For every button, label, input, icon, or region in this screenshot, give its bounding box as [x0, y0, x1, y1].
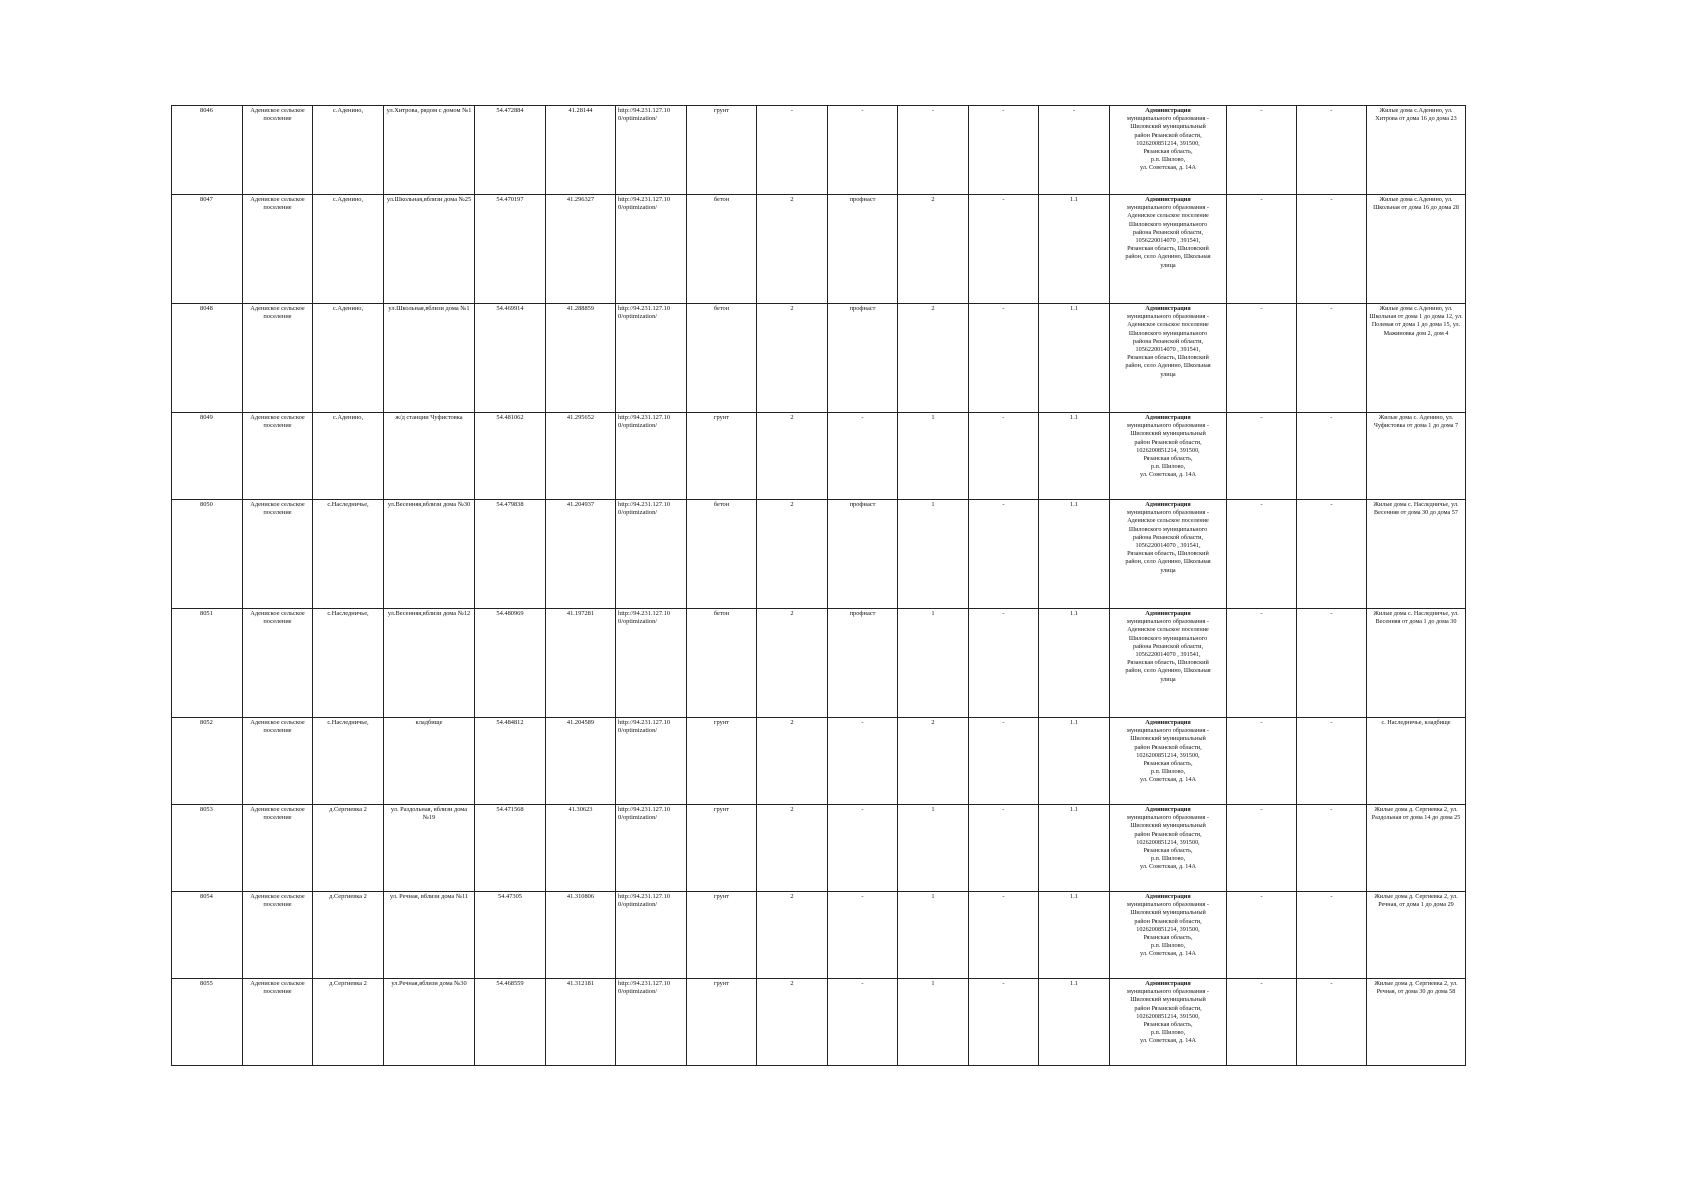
owner-line: 1026200851214, 391500, — [1136, 925, 1200, 933]
link-cell: http://94.231.127.10 0/optimization/ — [616, 413, 687, 500]
owner-line: ул. Советская, д. 14А — [1140, 1037, 1196, 1045]
owner-line: 1026200851214, 391500, — [1136, 139, 1200, 147]
owner-line: 1026200851214, 391500, — [1136, 838, 1200, 846]
bins-count-cell: 1 — [898, 609, 969, 718]
owner-line: Шиловский муниципальный — [1130, 822, 1206, 830]
table-row — [172, 609, 1466, 718]
address-cell: ул. Раздольная, вблизи дома №19 — [384, 805, 475, 892]
containers-count-cell: - — [757, 106, 828, 195]
volume-cell: 1.1 — [1039, 892, 1110, 979]
containers-count-cell: 2 — [757, 892, 828, 979]
owner-line: Шиловского муниципального — [1128, 220, 1208, 228]
village-cell: с.Наследничье, — [313, 609, 384, 718]
owner-line: р.п. Шилово, — [1150, 942, 1186, 950]
owner-line: Рязанская область, Шиловский — [1127, 550, 1209, 558]
extra-cell: - — [969, 805, 1039, 892]
longitude-cell: 41.28144 — [546, 106, 616, 195]
owner-line: Шиловский муниципальный — [1130, 430, 1206, 438]
owner-line: р.п. Шилово, — [1150, 1029, 1186, 1037]
owner-line: 1026200851214, 391500, — [1136, 446, 1200, 454]
empty-cell-a: - — [1227, 413, 1297, 500]
empty-cell-a: - — [1227, 805, 1297, 892]
owner-line: Рязанская область, Шиловский — [1127, 659, 1209, 667]
latitude-cell: 54.480969 — [475, 609, 546, 718]
volume-cell: 1.1 — [1039, 609, 1110, 718]
surface-cell: грунт — [687, 106, 757, 195]
owner-line: 1056220014070 , 391541, — [1135, 237, 1201, 245]
owner-cell — [1110, 979, 1227, 1066]
owner-line: район Рязанской области, — [1134, 438, 1202, 446]
fence-cell: - — [828, 805, 898, 892]
owner-line: 1056220014070 , 391541, — [1135, 542, 1201, 550]
owner-line: район, село Аденино, Школьная — [1125, 558, 1211, 566]
owner-line: Адениское сельское поселение — [1127, 626, 1209, 634]
owner-cell — [1110, 805, 1227, 892]
latitude-cell: 54.471568 — [475, 805, 546, 892]
row-number-cell: 8050 — [172, 500, 243, 609]
owner-line: Администрация — [1145, 610, 1191, 617]
fence-cell: - — [828, 106, 898, 195]
owner-line: муниципального образования - — [1127, 422, 1209, 430]
empty-cell-b: - — [1297, 500, 1367, 609]
owner-line: муниципального образования - — [1127, 313, 1209, 321]
owner-line: район Рязанской области, — [1134, 131, 1202, 139]
owner-line: район Рязанской области, — [1134, 830, 1202, 838]
row-number-cell: 8055 — [172, 979, 243, 1066]
owner-line: ул. Советская, д. 14А — [1140, 863, 1196, 871]
address-cell: ул.Весенняя,вблизи дома №12 — [384, 609, 475, 718]
latitude-cell: 54.469914 — [475, 304, 546, 413]
owner-line: Администрация — [1145, 107, 1191, 114]
owner-line: района Рязанской области, — [1132, 228, 1204, 236]
surface-cell: грунт — [687, 805, 757, 892]
owner-cell — [1110, 195, 1227, 304]
link-cell: http://94.231.127.10 0/optimization/ — [616, 979, 687, 1066]
address-cell: ул.Школьная,вблизи дома №25 — [384, 195, 475, 304]
table-row — [172, 805, 1466, 892]
extra-cell: - — [969, 500, 1039, 609]
containers-count-cell: 2 — [757, 979, 828, 1066]
owner-line: ул. Советская, д. 14А — [1140, 164, 1196, 172]
owner-line: муниципального образования - — [1127, 901, 1209, 909]
bins-count-cell: 1 — [898, 892, 969, 979]
owner-line: муниципального образования - — [1127, 814, 1209, 822]
owner-line: Администрация — [1145, 196, 1191, 203]
volume-cell: 1.1 — [1039, 718, 1110, 805]
extra-cell: - — [969, 413, 1039, 500]
link-cell: http://94.231.127.10 0/optimization/ — [616, 500, 687, 609]
fence-cell: профнаст — [828, 500, 898, 609]
fence-cell: - — [828, 892, 898, 979]
longitude-cell: 41.288859 — [546, 304, 616, 413]
table-row — [172, 892, 1466, 979]
containers-count-cell: 2 — [757, 413, 828, 500]
longitude-cell: 41.197281 — [546, 609, 616, 718]
extra-cell: - — [969, 979, 1039, 1066]
owner-line: района Рязанской области, — [1132, 533, 1204, 541]
owner-line: ул. Советская, д. 14А — [1140, 950, 1196, 958]
link-cell: http://94.231.127.10 0/optimization/ — [616, 805, 687, 892]
village-cell: д.Сергиевка 2 — [313, 979, 384, 1066]
settlement-cell: Адениское сельское поселение — [243, 195, 313, 304]
row-number-cell: 8052 — [172, 718, 243, 805]
owner-line: Адениское сельское поселение — [1127, 212, 1209, 220]
volume-cell: 1.1 — [1039, 979, 1110, 1066]
owner-line: Шиловский муниципальный — [1130, 735, 1206, 743]
owner-line: Шиловского муниципального — [1128, 525, 1208, 533]
empty-cell-b: - — [1297, 609, 1367, 718]
owner-line: Рязанская область, — [1143, 148, 1193, 156]
owner-line: муниципального образования - — [1127, 204, 1209, 212]
surface-cell: грунт — [687, 892, 757, 979]
owner-line: р.п. Шилово, — [1150, 463, 1186, 471]
bins-count-cell: 2 — [898, 718, 969, 805]
settlement-cell: Адениское сельское поселение — [243, 106, 313, 195]
settlement-cell: Адениское сельское поселение — [243, 413, 313, 500]
served-objects-cell: Жилые дома д. Сергиевка 2, ул. Раздольная от дома 14 до дома 25 — [1367, 805, 1466, 892]
owner-cell — [1110, 106, 1227, 195]
empty-cell-b: - — [1297, 892, 1367, 979]
owner-line: район, село Аденино, Школьная — [1125, 667, 1211, 675]
owner-cell — [1110, 609, 1227, 718]
settlement-cell: Адениское сельское поселение — [243, 500, 313, 609]
owner-line: улица — [1160, 370, 1176, 378]
fence-cell: профнаст — [828, 304, 898, 413]
empty-cell-a: - — [1227, 609, 1297, 718]
owner-line: р.п. Шилово, — [1150, 768, 1186, 776]
bins-count-cell: 1 — [898, 979, 969, 1066]
row-number-cell: 8053 — [172, 805, 243, 892]
village-cell: с.Наследничье, — [313, 718, 384, 805]
owner-line: 1056220014070 , 391541, — [1135, 346, 1201, 354]
owner-line: Администрация — [1145, 501, 1191, 508]
owner-line: Рязанская область, — [1143, 455, 1193, 463]
extra-cell: - — [969, 718, 1039, 805]
served-objects-cell: Жилые дома с.Аденино, ул. Школьная от дома 1 до дома 12, ул. Полевая от дома 1 до дома 15, ул. Мажиновка дом 2, дом 4 — [1367, 304, 1466, 413]
owner-line: ул. Советская, д. 14А — [1140, 471, 1196, 479]
containers-count-cell: 2 — [757, 500, 828, 609]
address-cell: кладбище — [384, 718, 475, 805]
link-cell: http://94.231.127.10 0/optimization/ — [616, 195, 687, 304]
containers-count-cell: 2 — [757, 718, 828, 805]
address-cell: ул.Весенняя,вблизи дома №30 — [384, 500, 475, 609]
link-cell: http://94.231.127.10 0/optimization/ — [616, 718, 687, 805]
link-cell: http://94.231.127.10 0/optimization/ — [616, 892, 687, 979]
containers-count-cell: 2 — [757, 609, 828, 718]
served-objects-cell: Жилые дома д. Сергиевка 2, ул. Речная, от дома 1 до дома 29 — [1367, 892, 1466, 979]
link-cell: http://94.231.127.10 0/optimization/ — [616, 609, 687, 718]
owner-line: Адениское сельское поселение — [1127, 321, 1209, 329]
empty-cell-a: - — [1227, 195, 1297, 304]
empty-cell-b: - — [1297, 195, 1367, 304]
latitude-cell: 54.468559 — [475, 979, 546, 1066]
village-cell: с.Аденино, — [313, 106, 384, 195]
owner-line: Шиловский муниципальный — [1130, 909, 1206, 917]
surface-cell: бетон — [687, 609, 757, 718]
bins-count-cell: 1 — [898, 805, 969, 892]
village-cell: с.Наследничье, — [313, 500, 384, 609]
surface-cell: бетон — [687, 304, 757, 413]
owner-line: муниципального образования - — [1127, 618, 1209, 626]
served-objects-cell: Жилые дома с.Аденино, ул. Хитрова от дома 16 до дома 23 — [1367, 106, 1466, 195]
owner-cell — [1110, 892, 1227, 979]
fence-cell: профнаст — [828, 609, 898, 718]
extra-cell: - — [969, 106, 1039, 195]
longitude-cell: 41.30623 — [546, 805, 616, 892]
empty-cell-a: - — [1227, 106, 1297, 195]
extra-cell: - — [969, 892, 1039, 979]
containers-count-cell: 2 — [757, 195, 828, 304]
fence-cell: - — [828, 979, 898, 1066]
owner-line: 1026200851214, 391500, — [1136, 1012, 1200, 1020]
owner-line: муниципального образования - — [1127, 727, 1209, 735]
empty-cell-a: - — [1227, 892, 1297, 979]
fence-cell: - — [828, 413, 898, 500]
registry-table — [171, 105, 1466, 1066]
extra-cell: - — [969, 195, 1039, 304]
village-cell: д.Сергиевка 2 — [313, 805, 384, 892]
empty-cell-b: - — [1297, 805, 1367, 892]
owner-line: Рязанская область, Шиловский — [1127, 245, 1209, 253]
owner-line: Рязанская область, Шиловский — [1127, 354, 1209, 362]
link-cell: http://94.231.127.10 0/optimization/ — [616, 106, 687, 195]
owner-cell — [1110, 500, 1227, 609]
owner-line: 1026200851214, 391500, — [1136, 751, 1200, 759]
empty-cell-a: - — [1227, 500, 1297, 609]
extra-cell: - — [969, 304, 1039, 413]
owner-line: ул. Советская, д. 14А — [1140, 776, 1196, 784]
volume-cell: 1.1 — [1039, 805, 1110, 892]
table-row — [172, 979, 1466, 1066]
volume-cell: 1.1 — [1039, 304, 1110, 413]
owner-line: район Рязанской области, — [1134, 917, 1202, 925]
extra-cell: - — [969, 609, 1039, 718]
fence-cell: профнаст — [828, 195, 898, 304]
empty-cell-b: - — [1297, 979, 1367, 1066]
table-body — [172, 106, 1466, 1066]
served-objects-cell: Жилые дома с. Наследничье, ул. Весенняя от дома 1 до дома 30 — [1367, 609, 1466, 718]
row-number-cell: 8047 — [172, 195, 243, 304]
surface-cell: грунт — [687, 979, 757, 1066]
latitude-cell: 54.484812 — [475, 718, 546, 805]
containers-count-cell: 2 — [757, 805, 828, 892]
surface-cell: грунт — [687, 718, 757, 805]
bins-count-cell: - — [898, 106, 969, 195]
settlement-cell: Адениское сельское поселение — [243, 304, 313, 413]
owner-line: Рязанская область, — [1143, 1021, 1193, 1029]
served-objects-cell: Жилые дома д. Сергиевка 2, ул. Речная, от дома 30 до дома 58 — [1367, 979, 1466, 1066]
bins-count-cell: 2 — [898, 304, 969, 413]
served-objects-cell: Жилые дома с.Аденино, ул. Школьная от дома 16 до дома 28 — [1367, 195, 1466, 304]
volume-cell: 1.1 — [1039, 195, 1110, 304]
owner-line: Администрация — [1145, 305, 1191, 312]
longitude-cell: 41.204937 — [546, 500, 616, 609]
owner-line: Шиловский муниципальный — [1130, 996, 1206, 1004]
row-number-cell: 8049 — [172, 413, 243, 500]
longitude-cell: 41.296327 — [546, 195, 616, 304]
surface-cell: грунт — [687, 413, 757, 500]
served-objects-cell: Жилые дома с. Аденино, ул. Чуфистовка от дома 1 до дома 7 — [1367, 413, 1466, 500]
settlement-cell: Адениское сельское поселение — [243, 892, 313, 979]
address-cell: ул.Хитрова, рядом с домом №1 — [384, 106, 475, 195]
empty-cell-a: - — [1227, 304, 1297, 413]
owner-line: Администрация — [1145, 806, 1191, 813]
owner-line: р.п. Шилово, — [1150, 855, 1186, 863]
volume-cell: - — [1039, 106, 1110, 195]
bins-count-cell: 1 — [898, 413, 969, 500]
settlement-cell: Адениское сельское поселение — [243, 718, 313, 805]
village-cell: с.Аденино, — [313, 413, 384, 500]
row-number-cell: 8051 — [172, 609, 243, 718]
bins-count-cell: 2 — [898, 195, 969, 304]
longitude-cell: 41.204589 — [546, 718, 616, 805]
surface-cell: бетон — [687, 500, 757, 609]
village-cell: с.Аденино, — [313, 304, 384, 413]
owner-line: Рязанская область, — [1143, 934, 1193, 942]
owner-line: р.п. Шилово, — [1150, 156, 1186, 164]
owner-line: Администрация — [1145, 719, 1191, 726]
latitude-cell: 54.470197 — [475, 195, 546, 304]
owner-line: района Рязанской области, — [1132, 337, 1204, 345]
row-number-cell: 8054 — [172, 892, 243, 979]
settlement-cell: Адениское сельское поселение — [243, 609, 313, 718]
owner-line: Администрация — [1145, 893, 1191, 900]
owner-line: район Рязанской области, — [1134, 1004, 1202, 1012]
served-objects-cell: с. Наследничье, кладбище — [1367, 718, 1466, 805]
empty-cell-a: - — [1227, 718, 1297, 805]
empty-cell-b: - — [1297, 413, 1367, 500]
table-row — [172, 413, 1466, 500]
address-cell: ул. Речная, вблизи дома №11 — [384, 892, 475, 979]
owner-line: Администрация — [1145, 980, 1191, 987]
surface-cell: бетон — [687, 195, 757, 304]
latitude-cell: 54.481062 — [475, 413, 546, 500]
served-objects-cell: Жилые дома с. Наследничье, ул. Весенняя от дома 30 до дома 57 — [1367, 500, 1466, 609]
owner-line: Рязанская область, — [1143, 847, 1193, 855]
owner-line: улица — [1160, 675, 1176, 683]
owner-line: улица — [1160, 261, 1176, 269]
latitude-cell: 54.47305 — [475, 892, 546, 979]
owner-line: района Рязанской области, — [1132, 642, 1204, 650]
empty-cell-a: - — [1227, 979, 1297, 1066]
empty-cell-b: - — [1297, 718, 1367, 805]
owner-line: Шиловского муниципального — [1128, 329, 1208, 337]
empty-cell-b: - — [1297, 106, 1367, 195]
fence-cell: - — [828, 718, 898, 805]
owner-line: Администрация — [1145, 414, 1191, 421]
table-row — [172, 718, 1466, 805]
owner-line: муниципального образования - — [1127, 115, 1209, 123]
owner-line: муниципального образования - — [1127, 988, 1209, 996]
row-number-cell: 8046 — [172, 106, 243, 195]
owner-cell — [1110, 413, 1227, 500]
owner-line: район Рязанской области, — [1134, 743, 1202, 751]
owner-line: район, село Аденино, Школьная — [1125, 253, 1211, 261]
empty-cell-b: - — [1297, 304, 1367, 413]
address-cell: ул.Школьная,вблизи дома №1 — [384, 304, 475, 413]
owner-line: муниципального образования - — [1127, 509, 1209, 517]
volume-cell: 1.1 — [1039, 413, 1110, 500]
longitude-cell: 41.295652 — [546, 413, 616, 500]
owner-line: Адениское сельское поселение — [1127, 517, 1209, 525]
owner-line: район, село Аденино, Школьная — [1125, 362, 1211, 370]
link-cell: http://94.231.127.10 0/optimization/ — [616, 304, 687, 413]
settlement-cell: Адениское сельское поселение — [243, 979, 313, 1066]
settlement-cell: Адениское сельское поселение — [243, 805, 313, 892]
address-cell: ул.Речная,вблизи дома №30 — [384, 979, 475, 1066]
owner-line: улица — [1160, 566, 1176, 574]
table-row — [172, 500, 1466, 609]
address-cell: ж/д станции Чуфистовка — [384, 413, 475, 500]
bins-count-cell: 1 — [898, 500, 969, 609]
owner-line: Шиловский муниципальный — [1130, 123, 1206, 131]
owner-line: 1056220014070 , 391541, — [1135, 651, 1201, 659]
owner-cell — [1110, 718, 1227, 805]
table-row — [172, 106, 1466, 195]
owner-line: Рязанская область, — [1143, 760, 1193, 768]
village-cell: с.Аденино, — [313, 195, 384, 304]
table-row — [172, 195, 1466, 304]
owner-cell — [1110, 304, 1227, 413]
longitude-cell: 41.310806 — [546, 892, 616, 979]
village-cell: д.Сергиевка 2 — [313, 892, 384, 979]
table-row — [172, 304, 1466, 413]
containers-count-cell: 2 — [757, 304, 828, 413]
latitude-cell: 54.479838 — [475, 500, 546, 609]
owner-line: Шиловского муниципального — [1128, 634, 1208, 642]
latitude-cell: 54.472884 — [475, 106, 546, 195]
volume-cell: 1.1 — [1039, 500, 1110, 609]
row-number-cell: 8048 — [172, 304, 243, 413]
longitude-cell: 41.312181 — [546, 979, 616, 1066]
